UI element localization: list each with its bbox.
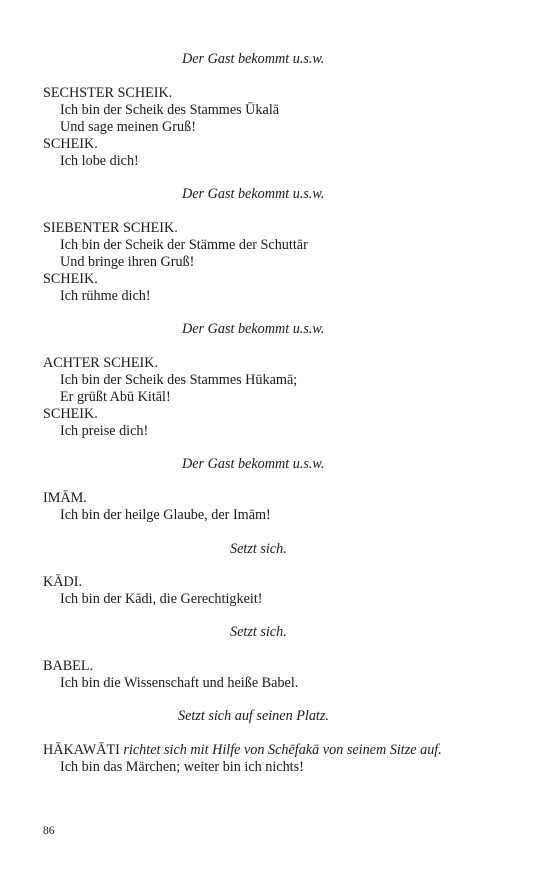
verse-line: Ich bin der Scheik der Stämme der Schuttār <box>60 237 308 253</box>
stage-direction: Der Gast bekommt u.s.w. <box>182 186 325 202</box>
speaker-name: SCHEIK. <box>43 406 98 422</box>
speaker-name: IMĀM. <box>43 490 87 506</box>
speaker-name: SCHEIK. <box>43 136 98 152</box>
speaker-name: SIEBENTER SCHEIK. <box>43 220 178 236</box>
verse-line: Ich bin der Scheik des Stammes Hūkamā; <box>60 372 298 388</box>
verse-line: Ich lobe dich! <box>60 153 139 169</box>
verse-line: Und sage meinen Gruß! <box>60 119 196 135</box>
speaker-name: HĀKAWĀTI <box>43 742 120 758</box>
speaker-line <box>43 742 442 759</box>
verse-line: Ich bin das Märchen; weiter bin ich nichts! <box>60 759 304 775</box>
verse-line: Ich rühme dich! <box>60 288 151 304</box>
stage-direction: Der Gast bekommt u.s.w. <box>182 456 325 472</box>
speaker-name: KĀDI. <box>43 574 83 590</box>
stage-direction: Setzt sich. <box>230 541 287 557</box>
stage-direction: richtet sich mit Hilfe von Schēfakā von seinem Sitze auf. <box>123 742 442 758</box>
speaker-name: BABEL. <box>43 658 94 674</box>
stage-direction: Setzt sich. <box>230 624 287 640</box>
verse-line: Er grüßt Abū Kitāl! <box>60 389 171 405</box>
verse-line: Ich bin der heilge Glaube, der Imām! <box>60 507 271 523</box>
verse-line: Ich bin die Wissenschaft und heiße Babel. <box>60 675 299 691</box>
verse-line: Und bringe ihren Gruß! <box>60 254 195 270</box>
page-number: 86 <box>43 825 55 837</box>
stage-direction: Der Gast bekommt u.s.w. <box>182 51 325 67</box>
speaker-name: ACHTER SCHEIK. <box>43 355 159 371</box>
speaker-name: SECHSTER SCHEIK. <box>43 85 173 101</box>
verse-line: Ich preise dich! <box>60 423 149 439</box>
speaker-name: SCHEIK. <box>43 271 98 287</box>
stage-direction: Der Gast bekommt u.s.w. <box>182 321 325 337</box>
verse-line: Ich bin der Scheik des Stammes Ūkalā <box>60 102 280 118</box>
stage-direction: Setzt sich auf seinen Platz. <box>178 708 329 724</box>
verse-line: Ich bin der Kādi, die Gerechtigkeit! <box>60 591 263 607</box>
